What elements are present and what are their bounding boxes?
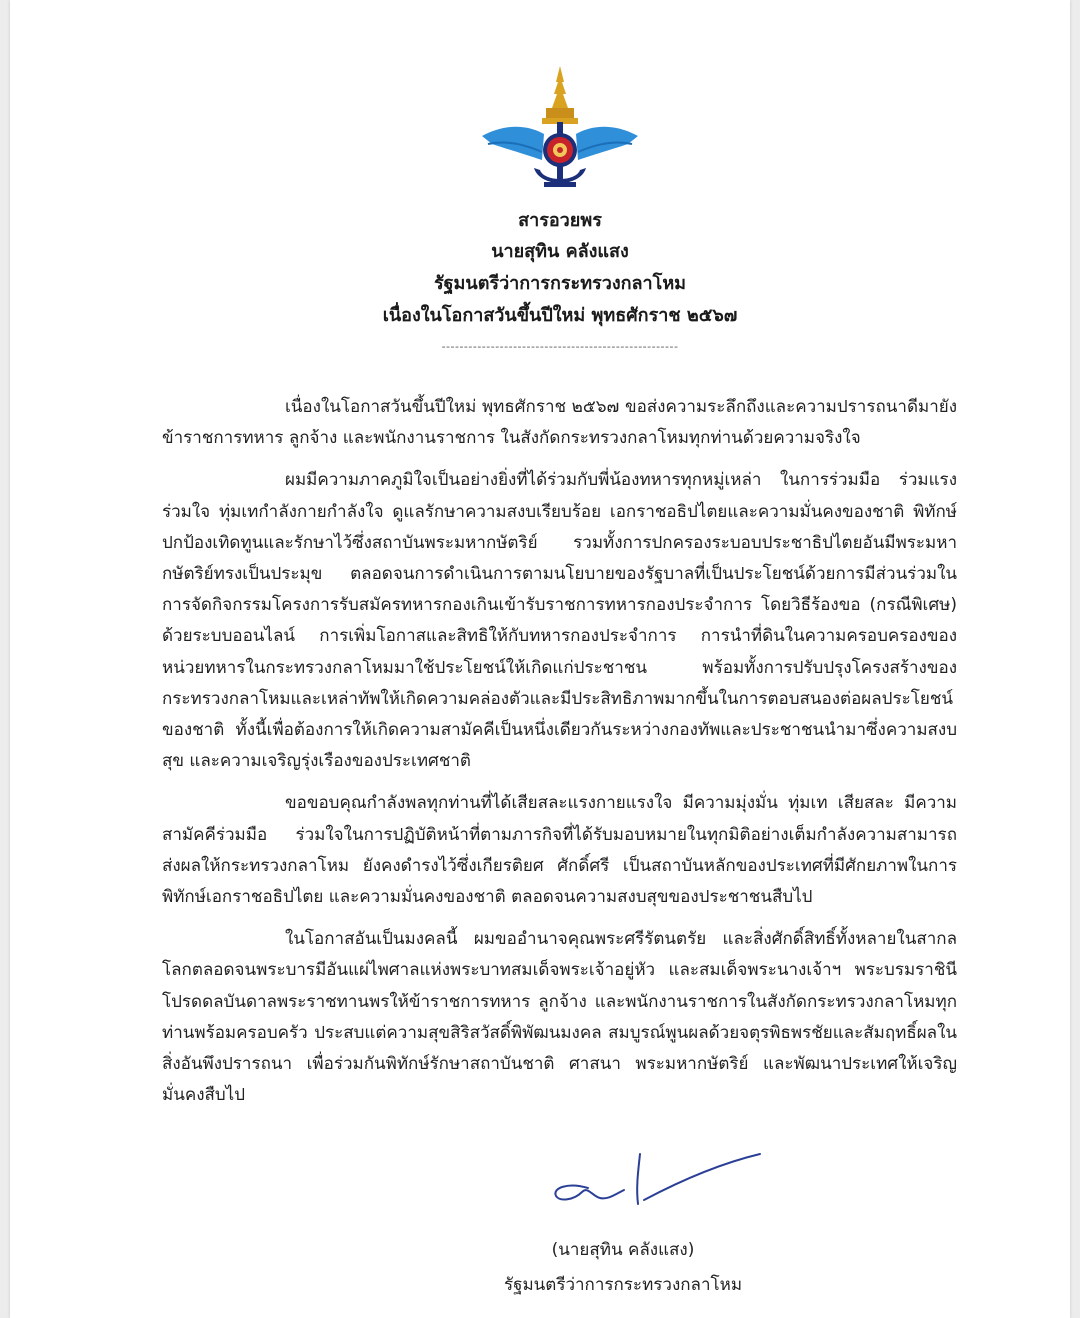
paragraph-2: ผมมีความภาคภูมิใจเป็นอย่างยิ่งที่ได้ร่วมกับพี่น้องทหารทุกหมู่เหล่า ในการร่วมมือ ร่วมแรง ร่วมใจ ทุ่มเทกำลังกายกำลังใจ ดูแลรักษาความสงบเรียบร้อย เอกราชอธิปไตยและความมั่นคงของชาติ พิทักษ์ปกป้องเทิดทูนและรักษาไว้ซึ่งสถาบันพระมหากษัตริย์ รวมทั้งการปกครองระบอบประชาธิปไตยอันมีพระมหากษัตริย์ทรงเป็นประมุข ตลอดจนการดำเนินการตามนโยบายของรัฐบาลที่เป็นประโยชน์ด้วยการมีส่วนร่วมในการจัดกิจกรรมโครงการรับสมัครทหารกองเกินเข้ารับราชการทหารกองประจำการ โดยวิธีร้องขอ (กรณีพิเศษ) ด้วยระบบออนไลน์ การเพิ่มโอกาสและสิทธิให้กับทหารกองประจำการ การนำที่ดินในความครอบครองของหน่วยทหารในกระทรวงกลาโหมมาใช้ประโยชน์ให้เกิดแก่ประชาชน พร้อมทั้งการปรับปรุงโครงสร้างของกระทรวงกลาโหมและเหล่าทัพให้เกิดความคล่องตัวและมีประสิทธิภาพมากขึ้นในการตอบสนองต่อผลประโยชน์ของชาติ ทั้งนี้เพื่อต้องการให้เกิดความสามัคคีเป็นหนึ่งเดียวกันระหว่างกองทัพและประชาชนนำมาซึ่งความสงบสุข และความเจริญรุ่งเรืองของประเทศชาติ — [162, 470, 957, 772]
paragraph-4: ในโอกาสอันเป็นมงคลนี้ ผมขออำนาจคุณพระศรีรัตนตรัย และสิ่งศักดิ์สิทธิ์ทั้งหลายในสากลโลกตลอดจนพระบารมีอันแผ่ไพศาลแห่งพระบาทสมเด็จพระเจ้าอยู่หัว และสมเด็จพระนางเจ้าฯ พระบรมราชินี โปรดดลบันดาลพระราชทานพรให้ข้าราชการทหาร ลูกจ้าง และพนักงานราชการในสังกัดกระทรวงกลาโหมทุกท่านพร้อมครอบครัว ประสบแต่ความสุขสิริสวัสดิ์พิพัฒนมงคล สมบูรณ์พูนผลด้วยจตุรพิธพรชัยและสัมฤทธิ์ผลในสิ่งอันพึงปรารถนา เพื่อร่วมกันพิทักษ์รักษาสถาบันชาติ ศาสนา พระมหากษัตริย์ และพัฒนาประเทศให้เจริญมั่นคงสืบไป — [162, 929, 957, 1106]
ministry-of-defence-emblem-icon — [482, 64, 638, 196]
heading-occasion: เนื่องในโอกาสวันขึ้นปีใหม่ พุทธศักราช ๒๕๖๗ — [382, 305, 738, 326]
handwritten-signature-icon — [548, 1148, 764, 1208]
heading-sender-position: รัฐมนตรีว่าการกระทรวงกลาโหม — [433, 273, 687, 294]
letter-body — [162, 392, 957, 1122]
letter-page — [10, 0, 1070, 1318]
paragraph-3: ขอขอบคุณกำลังพลทุกท่านที่ได้เสียสละแรงกายแรงใจ มีความมุ่งมั่น ทุ่มเท เสียสละ มีความสามัคคีร่วมมือ ร่วมใจในการปฏิบัติหน้าที่ตามภารกิจที่ได้รับมอบหมายในทุกมิติอย่างเต็มกำลังความสามารถ ส่งผลให้กระทรวงกลาโหม ยังคงดำรงไว้ซึ่งเกียรติยศ ศักดิ์ศรี เป็นสถาบันหลักของประเทศที่มีศักยภาพในการ พิทักษ์เอกราชอธิปไตย และความมั่นคงของชาติ ตลอดจนความสงบสุขของประชาชนสืบไป — [162, 793, 957, 908]
heading-sender-name: นายสุทิน คลังแสง — [491, 241, 629, 262]
divider-line: ----------------------------------------------------- — [441, 340, 679, 353]
paragraph-1: เนื่องในโอกาสวันขึ้นปีใหม่ พุทธศักราช ๒๕๖๗ ขอส่งความระลึกถึงและความปรารถนาดีมายังข้าราชการทหาร ลูกจ้าง และพนักงานราชการ ในสังกัดกระทรวงกลาโหมทุกท่านด้วยความจริงใจ — [162, 397, 957, 449]
signatory-name: (นายสุทิน คลังแสง) — [551, 1240, 695, 1260]
heading-greeting: สารอวยพร — [518, 210, 602, 231]
signatory-title: รัฐมนตรีว่าการกระทรวงกลาโหม — [503, 1275, 743, 1295]
